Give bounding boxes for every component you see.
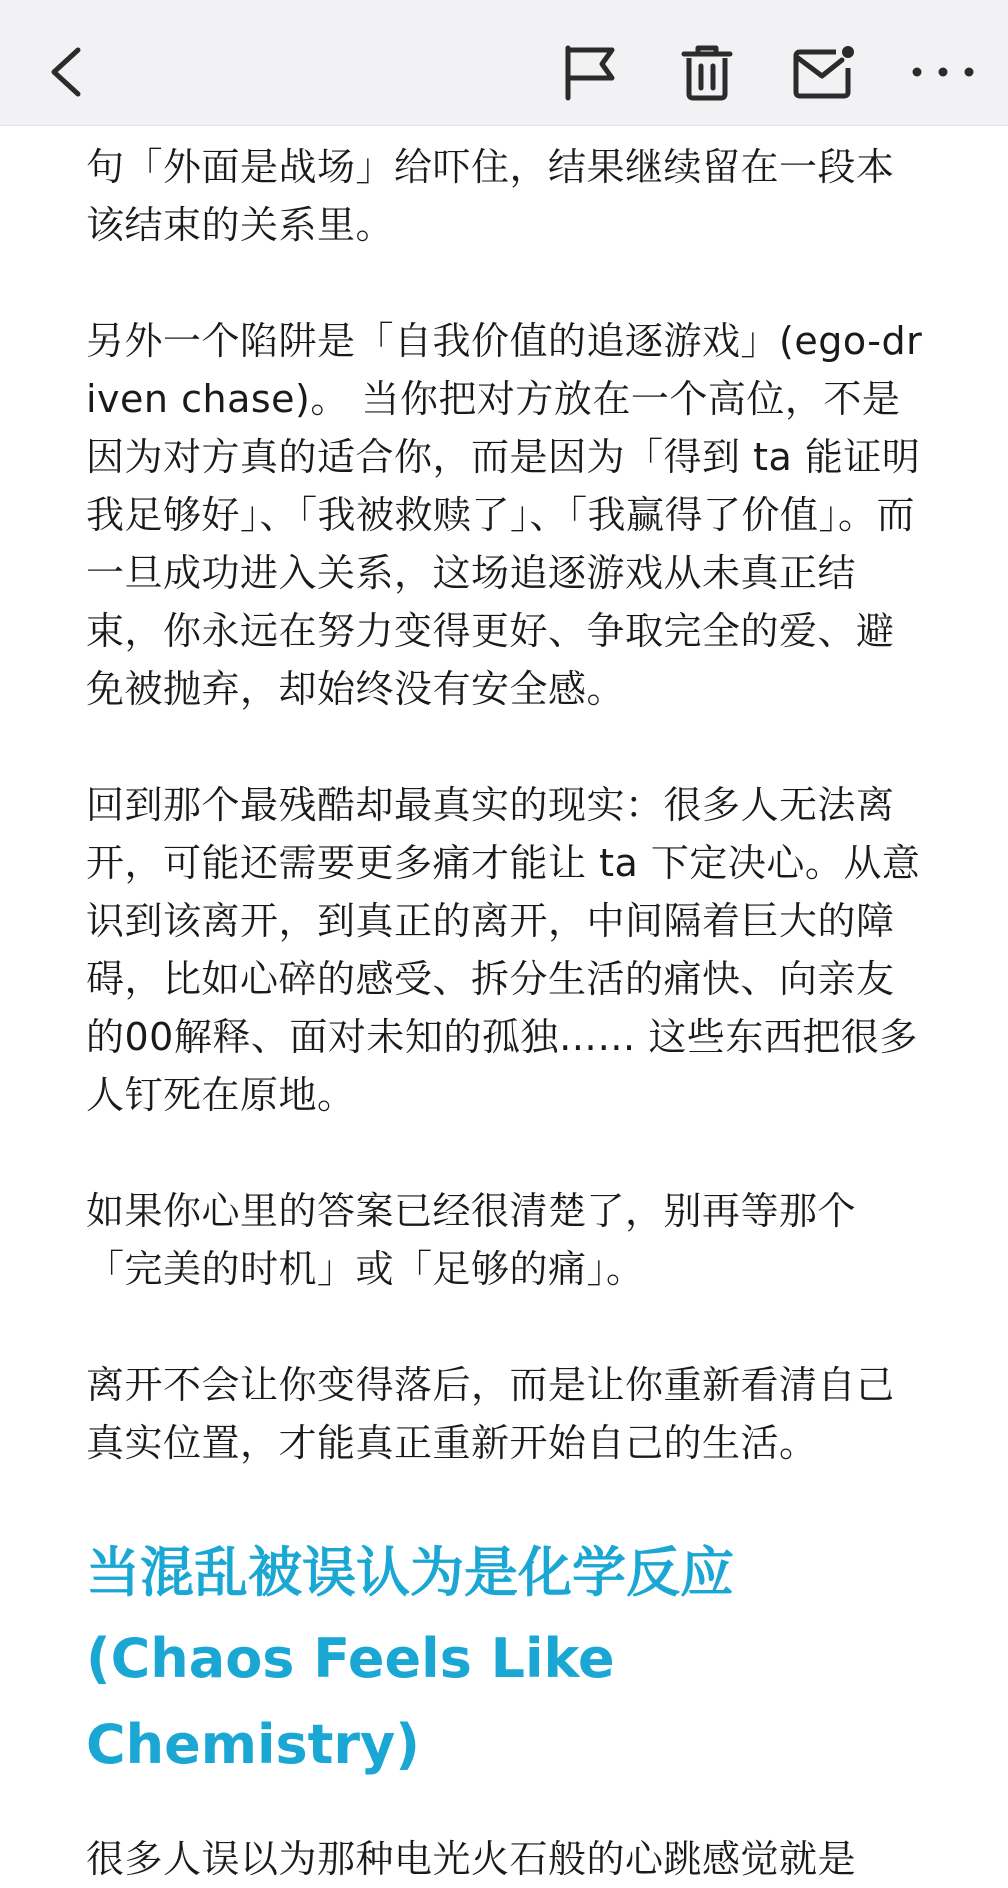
body-paragraph: 回到那个最残酷却最真实的现实：很多人无法离开，可能还需要更多痛才能让 ta 下定决心。从意识到该离开，到真正的离开，中间隔着巨大的障碍，比如心碎的感受、拆分生活的痛快、向亲友的00解释、面对未知的孤独…… 这些东西把很多人钉死在原地。 [86, 783, 921, 1117]
section-heading-english: (Chaos Feels Like Chemistry) [86, 1627, 615, 1776]
body-paragraph: 另外一个陷阱是「自我价值的追逐游戏」(ego-driven chase)。 当你把对方放在一个高位，不是因为对方真的适合你，而是因为「得到 ta 能证明我足够好」、「我被救赎了」、「我赢得了价值」。而一旦成功进入关系，这场追逐游戏从未真正结束，你永远在努力变得更好、争取完全的爱、避免被抛弃，却始终没有安全感。 [86, 319, 923, 711]
flag-icon [562, 44, 620, 102]
body-paragraph: 句「外面是战场」给吓住，结果继续留在一段本该结束的关系里。 [86, 145, 895, 247]
trash-icon [680, 44, 734, 102]
more-options-button[interactable] [908, 58, 978, 86]
top-toolbar [0, 0, 1008, 126]
section-heading-chinese: 当混乱被误认为是化学反应 [86, 1541, 734, 1604]
body-paragraph: 如果你心里的答案已经很清楚了，别再等那个「完美的时机」或「足够的痛」。 [86, 1189, 857, 1291]
mark-unread-button[interactable] [792, 44, 858, 102]
more-horizontal-icon [908, 58, 978, 86]
body-paragraph: 离开不会让你变得落后，而是让你重新看清自己真实位置，才能真正重新开始自己的生活。 [86, 1363, 895, 1465]
section-heading [86, 1530, 926, 1788]
back-button[interactable] [44, 44, 92, 100]
mail-unread-icon [792, 44, 858, 102]
flag-button[interactable] [562, 44, 620, 102]
chevron-left-icon [44, 44, 92, 100]
delete-button[interactable] [680, 44, 734, 102]
email-body [86, 126, 926, 1881]
body-paragraph: 很多人误以为那种电光火石般的心跳感觉就是 [86, 1837, 857, 1881]
